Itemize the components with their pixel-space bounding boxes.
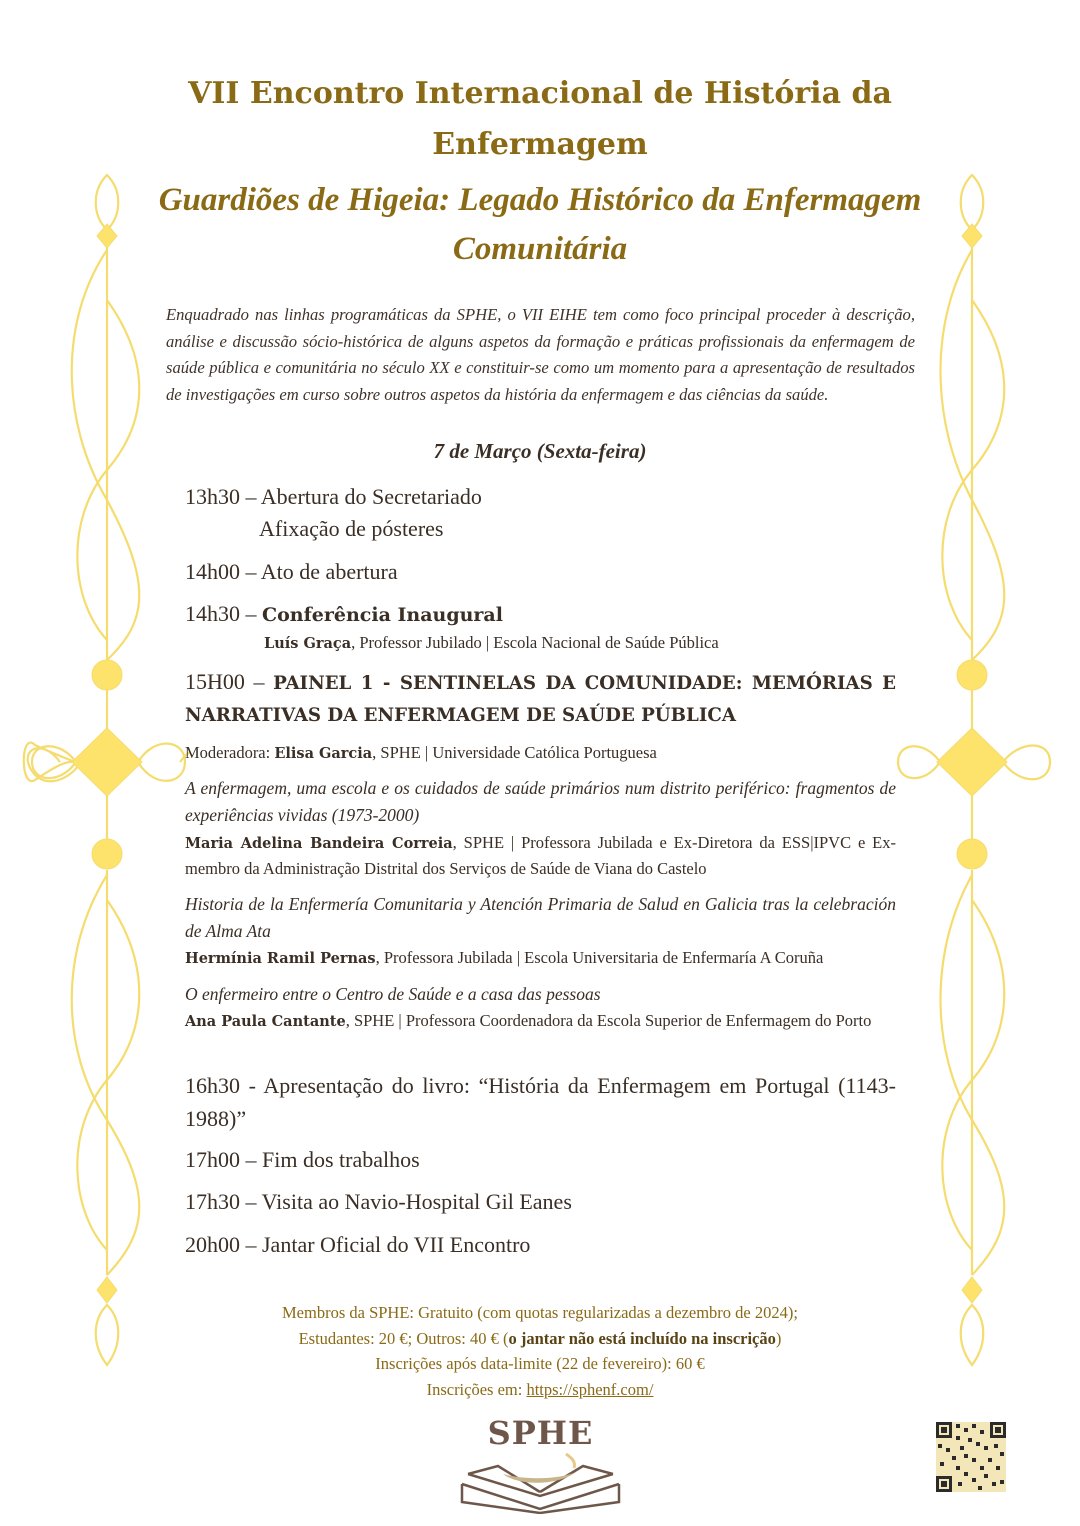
program-time: 15H00 – [185,669,274,694]
registration-late: Inscrições após data-limite (22 de fevereiro): 60 € [375,1354,705,1373]
program-time: 17h00 – [185,1147,262,1172]
program-text: Abertura do Secretariado [260,484,482,509]
program-item-book [185,1069,896,1135]
intro-paragraph: Enquadrado nas linhas programáticas da SPHE, o VII EIHE tem como foco principal proceder à descrição, análise e discussão sócio-histórica de alguns aspetos da formação e práticas profissionais da enfermagem de saúde pública e comunitária no século XX e constituir-se como um momento para a apresentação de resultados de investigações em curso sobre outros aspetos da história da enfermagem e das ciências da saúde. [166,305,915,404]
talk-title: O enfermeiro entre o Centro de Saúde e a casa das pessoas [185,984,601,1004]
event-subtitle-line2: Comunitária [452,231,628,267]
speaker-affiliation: , Professora Jubilada | Escola Universitaria de Enfermaría A Coruña [375,948,824,967]
open-book-icon [458,1414,623,1514]
registration-info [140,1300,940,1402]
program-item-dinner [185,1229,530,1261]
event-title-line1: VII Encontro Internacional de História da [188,76,892,111]
program-item-opening-secretariat [185,481,482,513]
program-time: 20h00 – [185,1232,262,1257]
program-text: Visita ao Navio-Hospital Gil Eanes [261,1189,572,1214]
program-time: 14h30 – [185,601,262,626]
program-item-panel [185,666,896,732]
event-title-line2: Enfermagem [432,127,648,162]
program-time: 17h30 – [185,1189,262,1214]
program-item-end [185,1144,420,1176]
program-item-conference [185,598,503,631]
speaker-affiliation: , Professor Jubilado | Escola Nacional de Saúde Pública [351,633,719,652]
talk-speaker [185,945,823,971]
program-text: Jantar Oficial do VII Encontro [262,1232,531,1257]
program-text: Ato de abertura [260,559,398,584]
program-text: Fim dos trabalhos [262,1147,420,1172]
registration-fees: Estudantes: 20 €; Outros: 40 € (o jantar não está incluído na inscrição) [298,1328,782,1348]
panel-moderator [185,740,657,766]
program-time: 14h00 – [185,559,261,584]
moderator-name: Elisa Garcia [274,745,373,762]
event-subtitle [140,176,940,274]
moderator-label: Moderadora: [185,743,275,762]
talk-title: A enfermagem, uma escola e os cuidados de saúde primários num distrito periférico: fragmentos de experiências vividas (1973-2000) [185,778,896,825]
conference-speaker [264,630,719,656]
talk-speaker [185,830,896,881]
program-text: Conferência Inaugural [262,604,503,626]
sphe-logo [458,1414,623,1514]
talk-title: Historia de la Enfermería Comunitaria y Atención Primaria de Salud en Galicia tras la celebración de Alma Ata [185,894,896,941]
qr-code[interactable] [936,1422,1006,1492]
program-item-opening-act [185,556,398,588]
speaker-affiliation: , SPHE | Professora Coordenadora da Escola Superior de Enfermagem do Porto [345,1011,872,1030]
program-time: 13h30 – [185,484,261,509]
registration-members: Membros da SPHE: Gratuito (com quotas regularizadas a dezembro de 2024); [282,1303,798,1322]
panel-title: PAINEL 1 - SENTINELAS DA COMUNIDADE: MEMÓRIAS E NARRATIVAS DA ENFERMAGEM DE SAÚDE PÚBLICA [185,673,897,726]
moderator-affiliation: , SPHE | Universidade Católica Portuguesa [372,743,657,762]
event-title [140,68,940,170]
program-time: 16h30 - [185,1073,264,1098]
speaker-name: Maria Adelina Bandeira Correia [185,835,453,852]
speaker-affiliation: , SPHE | Professora Jubilada e Ex-Diretora da ESS|IPVC e Ex-membro da Administração Distrital dos Serviços de Saúde de Viana do Castelo [185,833,896,878]
registration-link[interactable]: https://sphenf.com/ [526,1379,654,1399]
registration-link-line: Inscrições em: https://sphenf.com/ [426,1379,654,1399]
program-item-posters: Afixação de pósteres [259,516,444,541]
speaker-name: Luís Graça [264,635,352,652]
program-item-visit [185,1186,572,1218]
event-subtitle-line1: Guardiões de Higeia: Legado Histórico da Enfermagem [158,182,922,218]
talk-speaker [185,1008,896,1034]
speaker-name: Ana Paula Cantante [185,1013,346,1030]
logo-text: SPHE [487,1414,594,1452]
speaker-name: Hermínia Ramil Pernas [185,950,376,967]
dinner-note: o jantar não está incluído na inscrição [508,1328,776,1348]
program-text: Apresentação do livro: “História da Enfermagem em Portugal (1143-1988)” [185,1073,896,1131]
day-heading: 7 de Março (Sexta-feira) [433,439,647,463]
